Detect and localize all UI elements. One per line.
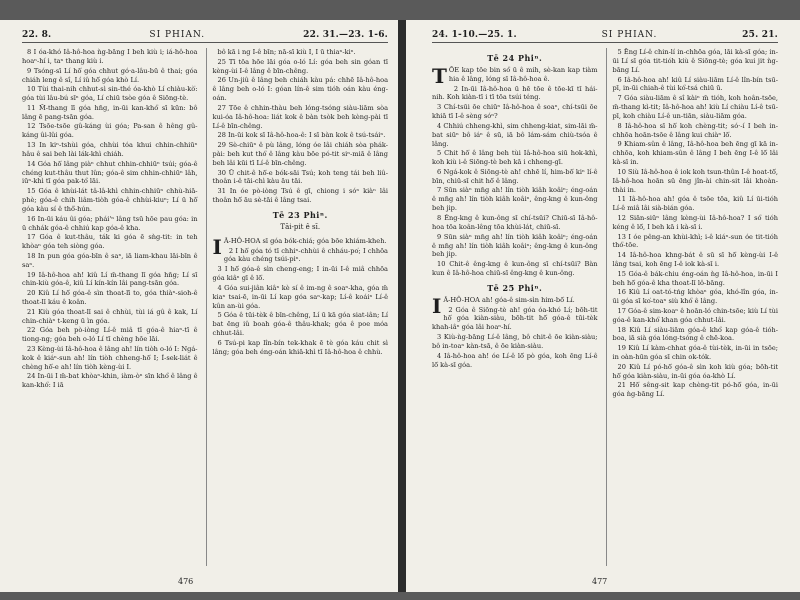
chapter-subtitle-23: Tāi-pit ê sī. [280,222,321,231]
right-column-2 [606,48,779,566]
verse: 17 Góa ê kut-thâu, ták ki góa ē sǹg-tit: in teh khòaⁿ góa teh siòng góa. [22,233,198,251]
verse: 12 Tsōe-tsōe gû-káng ùi góa; Pa-san ê hêng gû-káng ûi-lûi góa. [22,122,198,140]
verse: 2 Góa ê Siōng-tè ah! góa óa-khó Lí; bōh-tit hō͘ góa kiàn-siàu, bōh-tit hō͘ góa-ê tūi-tèk khah-iâⁿ góa lâi hoaⁿ-hí. [432,305,598,332]
verse: 8 Iâ-hô-hoa sī hō͘ koh chèng-tit; só·-í I beh in-chhōa hoān-tsōe ê lâng kui chiàⁿ lō͘. [612,121,778,139]
verse: 30 Ū chit-ê hō͘-e bók-sāi Tsú; koh teng tái beh liû-thoân i-ê tāi-chì kàu āu tāi. [212,168,388,186]
verse: 9 Sūn siàⁿ mn̄g ah! lín tiòh kiâh koâiⁿ; éng-oán ê mn̄g ah! lín tiòh kiâh koâiⁿ; êng-kng ê kun-ông beh jip. [432,232,598,259]
verse: 25 Tī tōa hōe lāi góa o-ló Lí: góa beh sin góan tī kèng-ùi I-ê lâng ê bīn-chêng. [212,57,388,75]
left-page-header [22,30,388,43]
verse: TŌE kap tōe bin só͘ ū ê mih, sè-kan kap tiàm hia ê lâng, lóng sī Iâ-hô-hoa ê. [432,63,598,88]
verse: 24 In-ūi I m̄-bat khòaⁿ-khin, iàm-òⁿ sīn khó͘ ê lâng ê kan-khó͘: I iā [22,372,198,390]
verse: 23 Kèng-ùi Iâ-hô-hoa ê lâng ah! lín tiòh o-ló I: Ngá-kok ê kiáⁿ-sun ah! lín tiòh chheng-hō͘ I; Í-sek-liát ê chèng hō͘-e ah! lín tiòh kèng-ùi I. [22,344,198,371]
verse: 29 Sè-chiūⁿ ê pù lâng, lóng óe lâi chiáh sòa phák-pài: beh kut thó͘ ê lâng kàu bōe pó-tit siⁿ-miā ê lâng beh lâi kūi tī Lí-ê bīn-chêng. [212,141,388,167]
verse: 19 Iâ-hô-hoa ah! kiû Lí m̄-thang lī góa hn̄g; Lí sī chin-kiù góa-ê, kiû Lí kín-kín lâi pang-tsān góa. [22,270,198,288]
verse: 2 I hō͘ góa tó tī chhiⁿ-chhùi ê chháu-po͘; I chhōa góa kàu chéng tsúi-piⁿ. [223,246,388,264]
verse: 10 Chit-ê êng-kng ê kun-ông sī chí-tsūi? Bàn kun ê Iâ-hô-hoa chiū-sī êng-kng ê kun-ông. [432,260,598,278]
verse: 28 In-ūi kok sī Iâ-hô-hoa-ê: I sī bàn kok ê tsú-tsáiⁿ. [217,131,386,140]
book-gutter [398,20,406,592]
verse: 14 Iâ-hô-hoa khng-bát ê sū sī hō͘ kèng-ùi I-ê lâng tsai, koh ēng I-ê iok kà-sī i. [612,251,778,269]
left-page-number: 476 [178,577,194,586]
drop-cap: T [432,63,447,88]
verse: 13 In kiⁿ-tshùi góa, chhùi tóa khui chhin-chhiūⁿ hâu ê sai beh lài lák-khì chiáh. [22,141,198,158]
left-column-1 [22,48,198,566]
verse: 5 Ēng Lí-ê chin-lí in-chhōa góa, lāi kà-sī góa; in-ūi Lí sī góa tit-tióh kiù ê Siōng-tè; góa kui jit ǹg-bāng Lí. [612,48,778,74]
verse: I Â-HÔ-HOA sī góa bók-chiá; góa bōe khiám-kheh. [212,234,387,259]
verse: 19 Kiû Lí kàm-chhat góa-ê tùi-tèk, in-ūi in tsōe; in oàn-hūn góa sī chin ok-tók. [612,344,778,362]
verse: 6 Ngá-kok ê Siōng-tè ah! chhē lí, him-bō͘ kiⁿ lí-ê bīn, chiū-sī chit hō͘ ê lâng. [432,167,598,185]
verse: 2 In-ūi Iâ-hô-hoa ū hē tōe ê tōe-kī tī hái-nih. Koh kiàn-tī i tī tōa tsúi téng. [432,84,598,102]
left-header-title: SI PHIAN. [149,30,206,40]
verse: 9 Khiam-sûn ê lâng, Iâ-hô-hoa beh ēng gī kā in-chhōa, koh khiam-sûn ê lâng I beh ēng I-ê lō͘ lâi kà-sī in. [612,140,778,167]
verse: 10 Siù Iâ-hô-hoa ê iok koh tsun-thûn I-ê hoat-tō͘, Iâ-hô-hoa hoān sū ēng jîn-ài chin-sit lâi khoàn-thài in. [612,167,778,194]
verse: 3 Chí-tsūi ōe chiūⁿ Iâ-hô-hoa ê soaⁿ, chí-tsūi ōe khiā tī I-ê sèng sóⁿ? [432,103,598,121]
verse: 4 Iâ-hô-hoa ah! óe Lí-ê lō͘ pò góa, koh ēng Lí-ê lō͘ kà-sī góa. [432,351,598,369]
right-columns [432,48,778,566]
verse: 20 Kiû Lí hō͘ góa-ê sìn thoat-lī to, góa thiàⁿ-sioh-ê thoat-lī káu ê koân. [22,289,198,307]
chapter-title-24: Tē 24 Phiⁿ. [487,53,543,63]
verse: 3 Kiù-ǹg-bāng Lí-ê lâng, bô chit-ê ōe kiàn-siàu; bô in-toaⁿ kàn-tsā, ê ōe kiàn-siàu. [432,333,598,350]
left-header-range: 22. 31.—23. 1-6. [303,30,388,40]
verse: 13 I óe pêng-an khùi-khì; i-ê kiáⁿ-sun óe tit-tióh thó͘-tōe. [612,232,778,250]
right-header-range: 25. 21. [742,30,778,40]
verse: 22 Góa beh pò-iòng Lí-ê miâ tī góa-ê hiaⁿ-tī ê tiong-ng; góa beh o-ló Lí tī chèng hōe lāi. [22,326,198,344]
verse: 4 Chhiú chheng-khì, sim chheng-kiat, sim-lāi m̄-bat siūⁿ bô iáⁿ ê sū, iā bô lám-sám chiù-tsóa ê lâng. [432,121,598,148]
verse: 6 Iâ-hô-hoa ah! kiû Lí siàu-liām Lí-ê lîn-bín tsū-pī, in-ūi chiah-ê tùi kó͘-tsá chiū ū. [612,75,778,93]
verse: 15 Góa ê khùi-lát tâ-lâ-khì chhin-chhiūⁿ chhù-hiā-phè; góa-ê chih liâm-tiòh góa-ê chhùi-kiuⁿ; Lí ū hō͘ góa kàu sí ê thô͘-hún. [22,187,198,213]
verse: 16 Kiû Lí oat-tó-tńg khòaⁿ góa, khó-lîn góa, in-ūi góa sī ko͘-toaⁿ siù khó͘ ê lâng. [612,288,778,306]
verse: I Â-HÔ-HOA ah! góa-ê sim-sìn him-bō͘ Lí. [432,293,575,318]
chapter-title-25: Tē 25 Phiⁿ. [487,282,543,293]
right-page [406,20,800,592]
verse: 20 Kiû Lí pó-hō͘ góa-ê sìn koh kiù góa; bōh-tit hō͘ góa kiàn-siàu, in-ūi góa óa-khò Lí. [612,362,778,380]
left-page [0,20,398,592]
verse: 11 Iâ-hô-hoa ah! góa ê tsōe tōa, kiû Lí ūi-tióh Lí-ê miâ lâi sià-bián góa. [612,195,778,213]
drop-cap: I [432,293,442,318]
verse: 31 In óe pò-iòng Tsú ê gī, chiong i sóⁿ kiàⁿ lâi thoân hō͘ āu sè-tāi ê lâng tsai. [212,187,388,205]
right-header-reference: 24. 1-10.—25. 1. [432,30,517,40]
verse: 26 Un-jiû ê lâng beh chiáh kàu pá: chhē Iâ-hô-hoa ê lâng beh o-ló I: góan lín-ê sim tióh oán kàu éng-oán. [212,76,388,103]
verse: 7 Góa siàu-liām ê sî kàiⁿ m̄ tióh, koh hoân-tsōe, m̄-thang kì-tit; Iâ-hô-hoa ah! kiù Lí chiàu Lí-ê tsū-pī, koh chiàu Lí-ê un-tiān, siàu-liām góa. [612,94,778,120]
verse: 7 Sūn siàⁿ mn̄g ah! lín tiòh kiâh koâiⁿ; éng-oán ê mn̄g ah! lín tiòh kiâh koâiⁿ, êng-kng ê kun-ông beh jip. [432,186,598,213]
verse: 8 I óa-khó Iâ-hô-hoa ǹg-bāng I beh kiù i; iá-hô-hoa hoaⁿ-hí i, taⁿ thang kiù i. [22,48,198,65]
verse: 14 Góa hō͘ lâng piàⁿ chhut chhin-chhiūⁿ tsúi; góa-ê chéng kut-thâu thut lûn; góa-ê sim chhin-chhiūⁿ lâh, iūⁿ-khì tī góa pak-tó͘ lāi. [22,159,198,186]
verse: 10 Tùi thai-nih chhut-sì sin-thé óa-khò Lí chiàu-kò͘: góa tùi lâu-bú sīⁿ góa, Lí chiū tsòe góa ê Siōng-tè. [22,85,198,103]
verse: 12 Siān-siūⁿ lâng kèng-ùi Iâ-hô-hoa? I só͘ tióh kéng ê lō͘, I beh kā i kà-sī i. [612,213,778,231]
verse: 5 Chit hō͘ ê lâng beh tùi Iâ-hô-hoa siū hok-khì, koh kiù i-ê Siōng-tè beh kā i chheng-gī. [432,149,598,167]
verse: 4 Góa sui-jiân kiâⁿ kè sí ê im-ng ê soaⁿ-kha, góa m̄ kiaⁿ tsai-ē, in-ūi Lí kap góa saⁿ-kap; Lí-ê koáiⁿ Lí-ê kûn an-ùi góa. [212,283,388,310]
verse: 16 In-ūi káu ûi góa; phái'ⁿ lâng tsū hōe pau góa: in ū chhák góa-ê chhiú kap góa-ê kha. [22,214,198,232]
right-column-1 [432,48,598,566]
left-columns [22,48,388,566]
verse: bô kā i ng I-ê bīn; nā-sī kiù I, I ū thiaⁿ-kiⁿ. [217,48,356,56]
verse: 18 In pun góa góa-bīn ê saⁿ, iā liam-khau lāi-bīn ê saⁿ. [22,251,198,269]
right-page-number: 477 [592,577,608,586]
verse: 17 Góa-ê sim-koaⁿ ê hoān-ló chin-tsōe; kiù Lí tùi góa-ê kan-khó͘ khan góa chhut-lâi. [612,306,778,324]
left-header-reference: 22. 8. [22,30,52,40]
verse: 21 Kiù góa thoat-lī sai ê chhùi, tùi iá gû ê kak, Lí chin-chiàⁿ t-keng ū ìn góa. [22,307,198,325]
right-header-title: SI PHIAN. [601,30,658,40]
verse: 27 Tōe ê chhin-thàu beh lóng-tsóng siàu-liām sòa kui-óa Iâ-hô-hoa: liát kok ê bàn tsòk beh kèng-pài tī Lí-ê bīn-chêng. [212,103,388,130]
verse: 9 Tsóng-sī Lí hō͘ góa chhut gó·a-lâu-bū ê thai; góa chiáh leng ê sî, Lí iû hō͘ góa khò Lí. [22,66,198,84]
verse: 6 Tsú-pi kap lîn-bín tek-khak ē tè góa káu chit sì lâng; góa beh éng-oán khiā-khì tī Iâ-hô-hoa ê chhù. [212,338,388,356]
verse: 21 Hō͘ sêng-sit kap chèng-tit pó-hō͘ góa, in-ūi góa ǹg-bāng Lí. [612,381,778,399]
verse: 11 M̄-thang lī góa hn̄g, in-ūi kan-khó͘ sī kūn: bô lâng ē pang-tsān góa. [22,103,198,121]
verse: 5 Góa ê tūi-tèk ê bīn-chêng, Lí ū kā góa siat-iân; Lí bat ēng iû boah góa-ê thâu-khak; góa ê poe móa chhut-lâi. [212,311,388,338]
right-page-header [432,30,778,43]
left-column-2 [206,48,389,566]
drop-cap: I [212,234,222,259]
verse: 8 Êng-kng ê kun-ông sī chí-tsūi? Chiū-sī Iâ-hô-hoa tōa koân-lêng tōa khùi-lát, chiū-sī. [432,213,598,231]
verse: 18 Kiû Lí siàu-liām góa-ê khó͘ kap góa-ê tióh-boa, iā sià góa lóng-tsóng ê chē-koa. [612,325,778,343]
verse: 15 Góa-ê bák-chiu éng-oán ǹg Iâ-hô-hoa, in-ūi I beh hō͘ góa-ê kha thoat-lī lô-bāng. [612,269,778,287]
chapter-title-23: Tē 23 Phiⁿ. [272,209,328,220]
verse: 3 I hō͘ góa-ê sìn cheng-eng; I in-ūi I-ê miâ chhōa góa kiâⁿ gī ê lō͘. [212,265,388,283]
